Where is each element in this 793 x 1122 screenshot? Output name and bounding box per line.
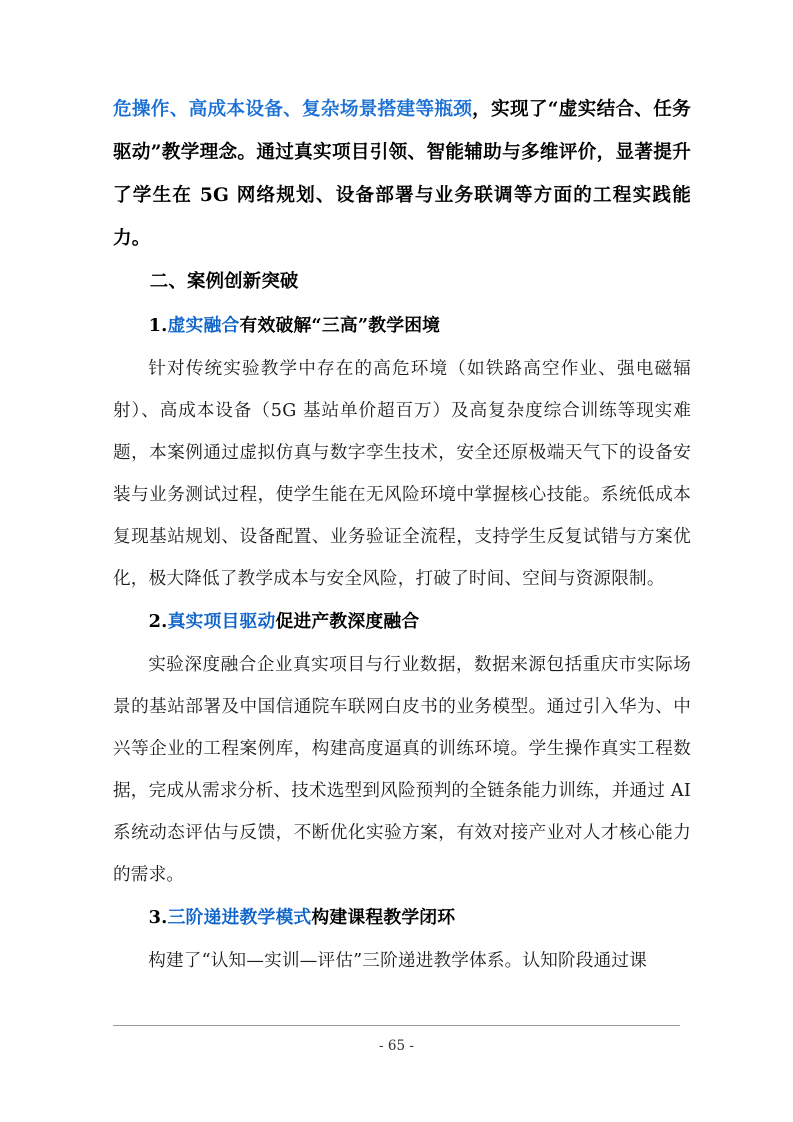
subsection-keyword: 三阶递进教学模式	[167, 907, 312, 928]
page-content	[113, 88, 691, 982]
paragraph-body-3: 构建了“认知—实训—评估”三阶递进教学体系。认知阶段通过课	[148, 951, 648, 971]
subsection-heading-2	[113, 600, 691, 644]
text-run-plain: ，实现了“虚实结合、任务驱动”教学理念。通过真实项目引领、智能辅助与多维评价，显著提升了学生在 5G 网络规划、设备部署与业务联调等方面的工程实践能力。	[113, 99, 691, 249]
section-heading-2-label: 二、案例创新突破	[149, 271, 299, 292]
paragraph-body-2: 实验深度融合企业真实项目与行业数据，数据来源包括重庆市实际场景的基站部署及中国信通院车联网白皮书的业务模型。通过引入华为、中兴等企业的工程案例库，构建高度逼真的训练环境。学生操作真实工程数据，完成从需求分析、技术选型到风险预判的全链条能力训练，并通过 AI 系统动态评估与反馈，不断优化实验方案，有效对接产业对人才核心能力的需求。	[113, 655, 691, 885]
subsection-keyword: 虚实融合	[167, 315, 240, 336]
subsection-number: 1.	[148, 315, 168, 336]
paragraph-lead	[113, 88, 691, 260]
section-heading-2	[113, 260, 691, 304]
paragraph-body-1: 针对传统实验教学中存在的高危环境（如铁路高空作业、强电磁辐射）、高成本设备（5G 基站单价超百万）及高复杂度综合训练等现实难题，本案例通过虚拟仿真与数字孪生技术，安全还原极端天气下的设备安装与业务测试过程，使学生能在无风险环境中掌握核心技能。系统低成本复现基站规划、设备配置、业务验证全流程，支持学生反复试错与方案优化，极大降低了教学成本与安全风险，打破了时间、空间与资源限制。	[113, 359, 691, 589]
subsection-keyword: 真实项目驱动	[167, 611, 276, 632]
subsection-rest: 有效破解“三高”教学困境	[239, 315, 441, 336]
subsection-number: 2.	[148, 611, 168, 632]
footer-divider	[113, 1025, 680, 1026]
text-run-highlight: 危操作、高成本设备、复杂场景搭建等瓶颈	[113, 99, 473, 120]
page-footer	[0, 1035, 793, 1054]
subsection-rest: 促进产教深度融合	[275, 611, 420, 632]
subsection-number: 3.	[148, 907, 168, 928]
page-number: - 65 -	[379, 1038, 414, 1054]
subsection-heading-3	[113, 896, 691, 940]
subsection-heading-1	[113, 304, 691, 348]
subsection-rest: 构建课程教学闭环	[311, 907, 456, 928]
